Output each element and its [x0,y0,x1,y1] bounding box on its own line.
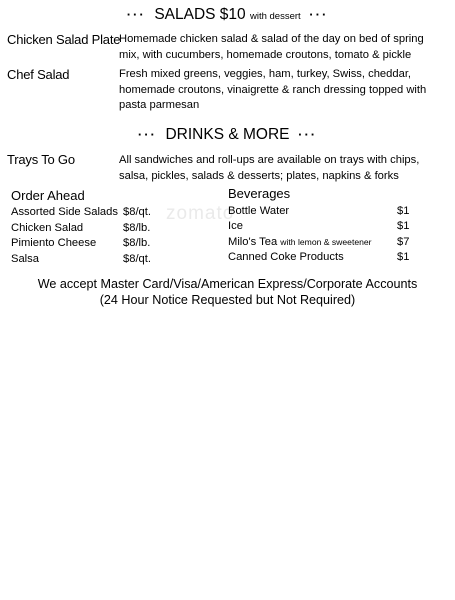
salads-subtitle: with dessert [249,11,301,22]
desc-line: All sandwiches and roll-ups are available on trays with chips, [119,154,420,166]
order-ahead-item: Salsa [11,253,39,265]
beverages-title: Beverages [228,186,291,201]
desc-line: pasta parmesan [119,99,200,112]
beverage-price: $1 [397,220,410,232]
beverage-price: $1 [397,205,410,217]
desc-line: Homemade chicken salad & salad of the day on bed of spring [119,33,424,45]
advance-notice: (24 Hour Notice Requested but Not Required) [99,293,356,307]
order-ahead-price: $8/lb. [123,222,151,234]
order-ahead-price: $8/lb. [123,237,151,249]
heading-dots-right: ··· [298,127,318,142]
desc-line: salsa, pickles, salads & desserts; plates, napkins & forks [119,169,399,182]
order-ahead-price: $8/qt. [123,206,151,218]
order-ahead-item: Assorted Side Salads [11,206,118,218]
item-name-chef-salad: Chef Salad [7,67,70,82]
heading-dots-right: ··· [309,7,329,22]
salads-title: SALADS $10 [154,6,246,23]
beverage-item: Ice [228,220,243,232]
salads-heading [0,6,455,26]
item-desc-chef-salad [119,67,447,114]
beverage-item: Canned Coke Products [228,251,344,263]
payment-notice: We accept Master Card/Visa/American Express/Corporate Accounts [37,277,418,291]
beverage-item: Bottle Water [228,205,290,217]
item-name-trays-to-go: Trays To Go [7,152,75,167]
order-ahead-item: Chicken Salad [11,222,84,234]
beverage-price: $1 [397,251,410,263]
order-ahead-title: Order Ahead [11,188,85,203]
drinks-title: DRINKS & MORE [165,126,290,143]
item-desc-chicken-salad-plate [119,32,447,63]
heading-dots-left: ··· [126,7,146,22]
desc-line: homemade croutons, vinaigrette & ranch dressing topped with [119,83,427,96]
beverage-item-with-note [228,235,372,251]
beverage-note: with lemon & sweetener [280,237,372,247]
desc-line: Fresh mixed greens, veggies, ham, turkey, Swiss, cheddar, [119,68,412,80]
order-ahead-price: $8/qt. [123,253,151,265]
beverage-item: Milo's Tea [228,236,278,248]
desc-line: mix, with cucumbers, homemade croutons, tomato & pickle [119,48,412,61]
watermark: zomato [166,203,235,224]
beverage-price: $7 [397,236,410,248]
item-desc-trays-to-go [119,153,447,184]
heading-dots-left: ··· [137,127,157,142]
item-name-chicken-salad-plate: Chicken Salad Plate [7,32,121,47]
order-ahead-item: Pimiento Cheese [11,237,97,249]
drinks-heading [0,126,455,144]
